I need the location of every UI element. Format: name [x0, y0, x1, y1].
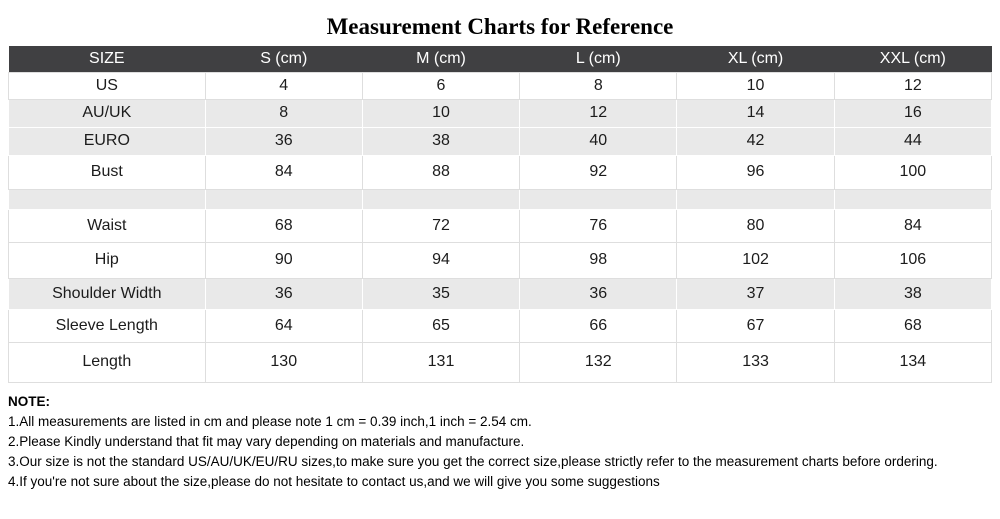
cell: 40 [520, 127, 677, 155]
cell: 65 [362, 309, 519, 342]
cell: 8 [205, 99, 362, 127]
cell: 37 [677, 278, 834, 309]
cell: 67 [677, 309, 834, 342]
cell: 38 [834, 278, 991, 309]
spacer-cell [362, 189, 519, 209]
cell: 6 [362, 72, 519, 99]
cell: 131 [362, 342, 519, 382]
column-header-xl: XL (cm) [677, 46, 834, 72]
cell: 10 [362, 99, 519, 127]
cell: 134 [834, 342, 991, 382]
cell: 80 [677, 209, 834, 242]
note-section [8, 393, 992, 492]
cell: 8 [520, 72, 677, 99]
cell: 12 [520, 99, 677, 127]
cell: 88 [362, 155, 519, 189]
cell: 106 [834, 242, 991, 278]
table-header-row [9, 46, 992, 72]
spacer-cell [520, 189, 677, 209]
row-label: Shoulder Width [9, 278, 206, 309]
page-title: Measurement Charts for Reference [326, 14, 674, 39]
cell: 14 [677, 99, 834, 127]
note-line-3: 3.Our size is not the standard US/AU/UK/EU/RU sizes,to make sure you get the correct size,please strictly refer to the measurement charts before ordering. [8, 454, 938, 470]
cell: 36 [520, 278, 677, 309]
cell: 84 [834, 209, 991, 242]
cell: 133 [677, 342, 834, 382]
row-label: AU/UK [9, 99, 206, 127]
table-row-hip [9, 242, 992, 278]
cell: 102 [677, 242, 834, 278]
cell: 36 [205, 278, 362, 309]
cell: 44 [834, 127, 991, 155]
spacer-cell [9, 189, 206, 209]
spacer-cell [677, 189, 834, 209]
note-line-1: 1.All measurements are listed in cm and please note 1 cm = 0.39 inch,1 inch = 2.54 cm. [8, 414, 532, 430]
row-label: Waist [9, 209, 206, 242]
cell: 68 [205, 209, 362, 242]
column-header-m: M (cm) [362, 46, 519, 72]
cell: 35 [362, 278, 519, 309]
spacer-cell [205, 189, 362, 209]
cell: 12 [834, 72, 991, 99]
column-header-size: SIZE [9, 46, 206, 72]
row-label: US [9, 72, 206, 99]
row-label: Sleeve Length [9, 309, 206, 342]
note-line-4: 4.If you're not sure about the size,please do not hesitate to contact us,and we will give you some suggestions [8, 474, 660, 490]
table-row-spacer [9, 189, 992, 209]
spacer-cell [834, 189, 991, 209]
cell: 76 [520, 209, 677, 242]
cell: 42 [677, 127, 834, 155]
cell: 98 [520, 242, 677, 278]
cell: 16 [834, 99, 991, 127]
cell: 84 [205, 155, 362, 189]
table-row-shoulder-width [9, 278, 992, 309]
cell: 64 [205, 309, 362, 342]
cell: 92 [520, 155, 677, 189]
table-row-sleeve-length [9, 309, 992, 342]
row-label: Length [9, 342, 206, 382]
cell: 132 [520, 342, 677, 382]
column-header-s: S (cm) [205, 46, 362, 72]
cell: 10 [677, 72, 834, 99]
cell: 90 [205, 242, 362, 278]
cell: 100 [834, 155, 991, 189]
cell: 68 [834, 309, 991, 342]
column-header-l: L (cm) [520, 46, 677, 72]
row-label: Hip [9, 242, 206, 278]
row-label: EURO [9, 127, 206, 155]
cell: 72 [362, 209, 519, 242]
table-row-euro [9, 127, 992, 155]
measurement-table [8, 46, 992, 383]
cell: 66 [520, 309, 677, 342]
table-row-length [9, 342, 992, 382]
cell: 36 [205, 127, 362, 155]
table-row-auuk [9, 99, 992, 127]
cell: 4 [205, 72, 362, 99]
table-row-bust [9, 155, 992, 189]
column-header-xxl: XXL (cm) [834, 46, 991, 72]
cell: 94 [362, 242, 519, 278]
cell: 38 [362, 127, 519, 155]
table-row-waist [9, 209, 992, 242]
table-row-us [9, 72, 992, 99]
cell: 96 [677, 155, 834, 189]
cell: 130 [205, 342, 362, 382]
note-line-2: 2.Please Kindly understand that fit may vary depending on materials and manufacture. [8, 434, 525, 450]
note-heading: NOTE: [8, 393, 50, 409]
row-label: Bust [9, 155, 206, 189]
